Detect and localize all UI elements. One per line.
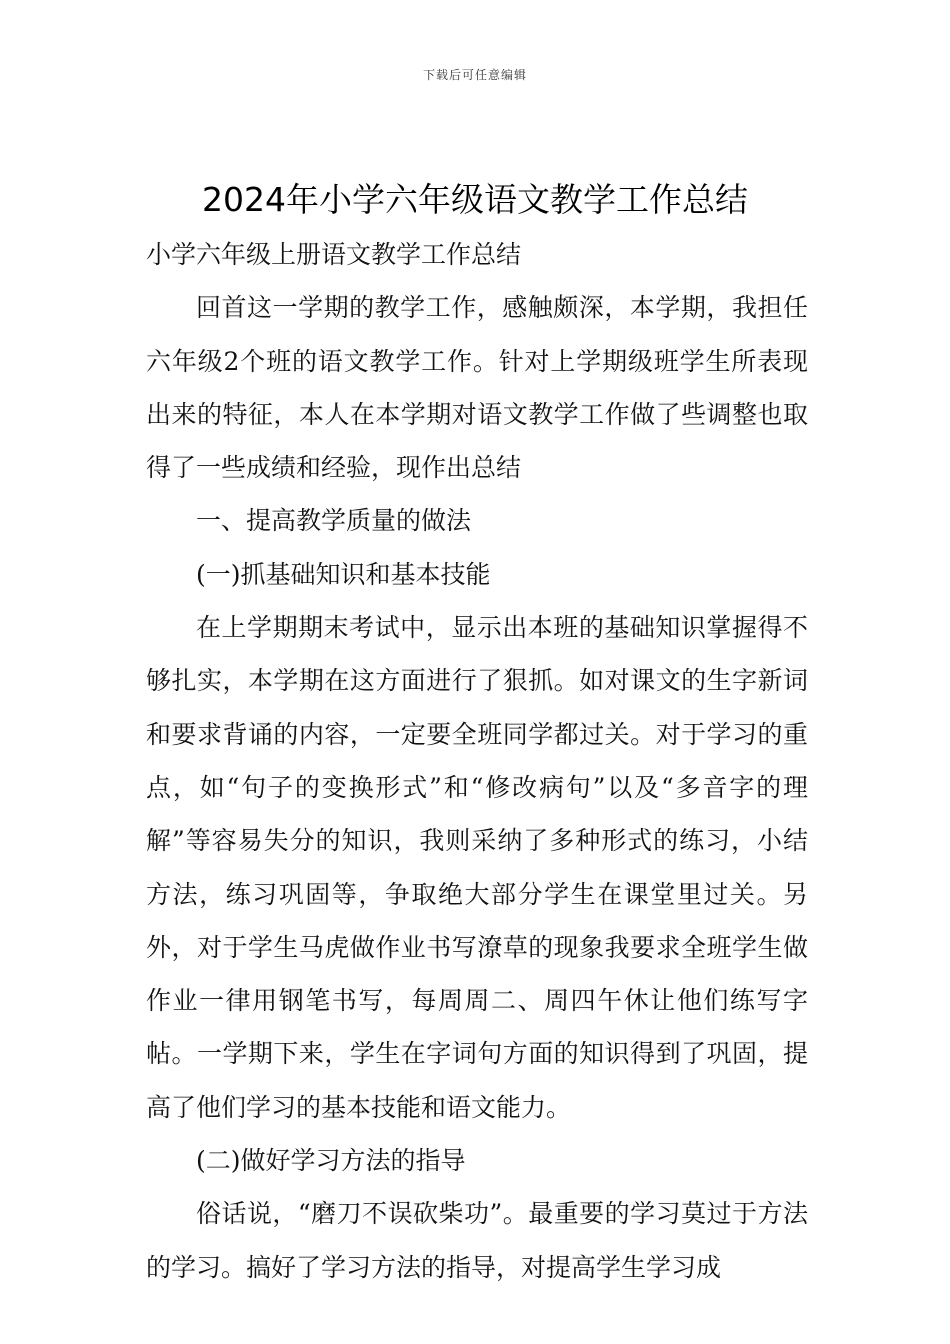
paragraph-basics: 在上学期期末考试中，显示出本班的基础知识掌握得不够扎实，本学期在这方面进行了狠抓。如对课文的生字新词和要求背诵的内容，一定要全班同学都过关。对于学习的重点，如“句子的变换形式”和“修改病句”以及“多音字的理解”等容易失分的知识，我则采纳了多种形式的练习，小结方法，练习巩固等，争取绝大部分学生在课堂里过关。另外，对于学生马虎做作业书写潦草的现象我要求全班学生做作业一律用钢笔书写，每周周二、周四午休让他们练写字帖。一学期下来，学生在字词句方面的知识得到了巩固，提高了他们学习的基本技能和语文能力。 [146,613,808,1122]
page-title: 2024年小学六年级语文教学工作总结 [202,180,748,219]
subsection-heading-2: (二)做好学习方法的指导 [196,1146,466,1176]
document-body [146,228,808,1294]
header-note: 下载后可任意编辑 [422,68,527,82]
subsection-heading-1: (一)抓基础知识和基本技能 [196,559,491,589]
paragraph-methods: 俗话说，“磨刀不误砍柴功”。最重要的学习莫过于方法的学习。搞好了学习方法的指导，对提高学生学习成 [146,1199,808,1282]
paragraph-intro: 回首这一学期的教学工作，感触颇深，本学期，我担任六年级2个班的语文教学工作。针对上学期级班学生所表现出来的特征，本人在本学期对语文教学工作做了些调整也取得了一些成绩和经验，现作出总结 [146,293,808,483]
document-subtitle: 小学六年级上册语文教学工作总结 [146,240,522,269]
section-heading-1: 一、提高教学质量的做法 [196,506,472,536]
